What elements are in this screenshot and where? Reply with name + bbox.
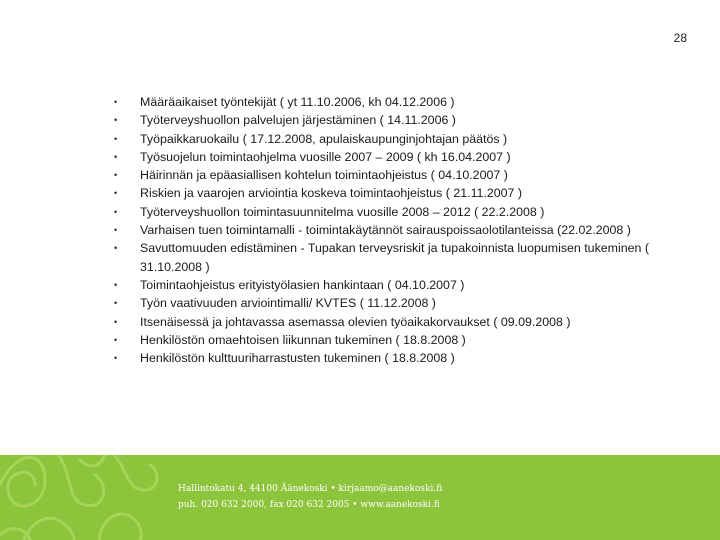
list-item-text: Työsuojelun toimintaohjelma vuosille 2007 – 2009 ( kh 16.04.2007 ) bbox=[140, 149, 511, 164]
footer-phone-line: puh. 020 632 2000, fax 020 632 2005 • www.aanekoski.fi bbox=[178, 499, 440, 510]
list-item bbox=[112, 184, 672, 202]
list-item-text: Savuttomuuden edistäminen - Tupakan terveysriskit ja tupakoinnista luopumisen tukeminen ( 31.10.2008 ) bbox=[140, 241, 649, 274]
bullet-icon: • bbox=[114, 151, 118, 162]
bullet-icon: • bbox=[114, 188, 118, 199]
bullet-icon: • bbox=[114, 115, 118, 126]
bullet-icon: • bbox=[114, 334, 118, 345]
footer-contact bbox=[178, 482, 442, 513]
bullet-icon: • bbox=[114, 225, 118, 236]
list-item bbox=[112, 313, 672, 331]
list-item-text: Itsenäisessä ja johtavassa asemassa olevien työaikakorvaukset ( 09.09.2008 ) bbox=[140, 314, 571, 329]
list-item-text: Toimintaohjeistus erityistyölasien hankintaan ( 04.10.2007 ) bbox=[140, 277, 465, 292]
list-item-text: Työterveyshuollon palvelujen järjestäminen ( 14.11.2006 ) bbox=[140, 113, 456, 128]
bullet-list bbox=[112, 93, 672, 367]
list-item bbox=[112, 111, 672, 129]
list-item bbox=[112, 93, 672, 111]
bullet-icon: • bbox=[114, 316, 118, 327]
bullet-icon: • bbox=[114, 353, 118, 364]
page-number: 28 bbox=[673, 31, 687, 45]
bullet-icon: • bbox=[114, 170, 118, 181]
list-item bbox=[112, 203, 672, 221]
footer-band bbox=[0, 455, 720, 540]
list-item bbox=[112, 294, 672, 312]
list-item-text: Työpaikkaruokailu ( 17.12.2008, apulaiskaupunginjohtajan päätös ) bbox=[140, 131, 508, 146]
bullet-icon: • bbox=[114, 97, 118, 107]
list-item-text: Henkilöstön omaehtoisen liikunnan tukeminen ( 18.8.2008 ) bbox=[140, 332, 466, 347]
bullet-icon: • bbox=[114, 279, 118, 290]
list-item bbox=[112, 148, 672, 166]
list-item-text: Työn vaativuuden arviointimalli/ KVTES ( 11.12.2008 ) bbox=[140, 296, 436, 311]
footer-address-line: Hallintokatu 4, 44100 Äänekoski • kirjaamo@aanekoski.fi bbox=[178, 484, 443, 494]
list-item bbox=[112, 349, 672, 367]
list-item-text: Määräaikaiset työntekijät ( yt 11.10.2006, kh 04.12.2006 ) bbox=[140, 95, 455, 109]
bullet-icon: • bbox=[114, 298, 118, 309]
list-item-text: Varhaisen tuen toimintamalli - toimintakäytännöt sairauspoissaolotilanteissa (22.02.2008 ) bbox=[140, 223, 631, 238]
list-item bbox=[112, 221, 672, 239]
list-item bbox=[112, 276, 672, 294]
list-item-text: Häirinnän ja epäasiallisen kohtelun toimintaohjeistus ( 04.10.2007 ) bbox=[140, 168, 508, 183]
bullet-icon: • bbox=[114, 133, 118, 144]
bullet-icon: • bbox=[114, 206, 118, 217]
list-item bbox=[112, 239, 672, 276]
list-item-text: Henkilöstön kulttuuriharrastusten tukeminen ( 18.8.2008 ) bbox=[140, 351, 455, 366]
list-item-text: Riskien ja vaarojen arviointia koskeva toimintaohjeistus ( 21.11.2007 ) bbox=[140, 186, 523, 201]
list-item bbox=[112, 331, 672, 349]
bullet-icon: • bbox=[114, 243, 118, 254]
list-item bbox=[112, 166, 672, 184]
list-item bbox=[112, 130, 672, 148]
list-item-text: Työterveyshuollon toimintasuunnitelma vuosille 2008 – 2012 ( 22.2.2008 ) bbox=[140, 204, 545, 219]
